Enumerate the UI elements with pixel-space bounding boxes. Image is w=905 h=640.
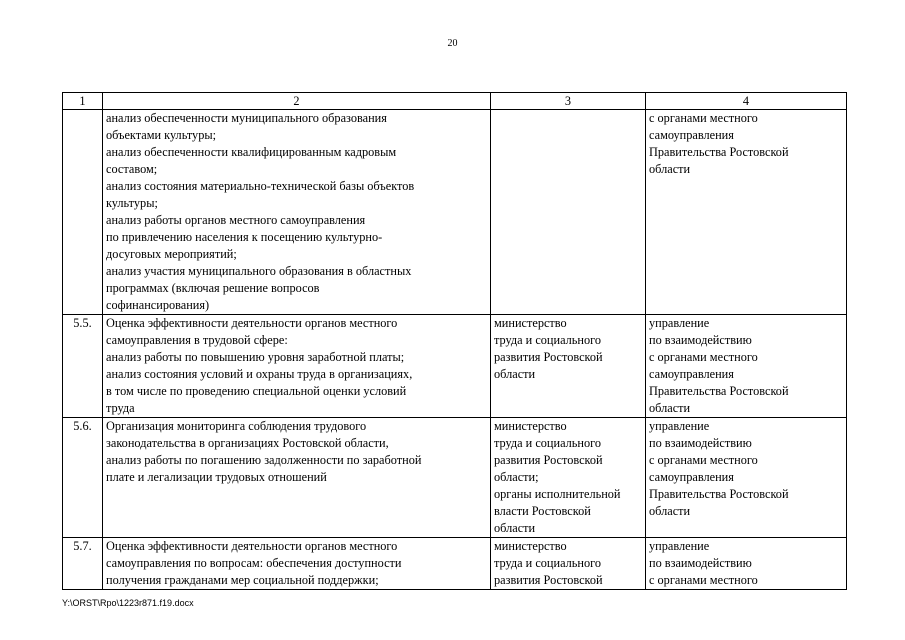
text-line: Оценка эффективности деятельности органов местного <box>106 539 398 553</box>
text-line: Правительства Ростовской <box>649 487 789 501</box>
column-header-4: 4 <box>646 93 847 110</box>
text-line: органы исполнительной <box>494 487 621 501</box>
text-line: анализ работы органов местного самоуправления <box>106 213 366 227</box>
column-header-1: 1 <box>63 93 103 110</box>
text-line: самоуправления в трудовой сфере: <box>106 333 288 347</box>
text-line: с органами местного <box>649 350 758 364</box>
text-line: анализ участия муниципального образования в областных <box>106 264 412 278</box>
text-line: Правительства Ростовской <box>649 384 789 398</box>
text-line: области <box>649 162 691 176</box>
plan-table <box>62 92 847 590</box>
column-header-3: 3 <box>491 93 646 110</box>
text-line: с органами местного <box>649 453 758 467</box>
row-description <box>103 315 491 418</box>
text-line: труда и социального <box>494 556 602 570</box>
table-header-row <box>63 93 847 110</box>
text-line: плате и легализации трудовых отношений <box>106 470 327 484</box>
row-coexecutor <box>646 110 847 315</box>
row-coexecutor <box>646 418 847 538</box>
text-line: по взаимодействию <box>649 333 752 347</box>
text-line: Оценка эффективности деятельности органов местного <box>106 316 398 330</box>
text-line: области <box>494 367 536 381</box>
text-line: министерство <box>494 419 567 433</box>
text-line: получения гражданами мер социальной поддержки; <box>106 573 379 587</box>
text-line: по взаимодействию <box>649 436 752 450</box>
text-line: анализ состояния материально-технической базы объектов <box>106 179 415 193</box>
row-coexecutor <box>646 538 847 590</box>
row-executor <box>491 538 646 590</box>
text-line: труда и социального <box>494 436 602 450</box>
row-number <box>63 110 103 315</box>
text-line: области <box>649 401 691 415</box>
row-description <box>103 110 491 315</box>
text-line: досуговых мероприятий; <box>106 247 237 261</box>
text-line: труда и социального <box>494 333 602 347</box>
text-line: министерство <box>494 539 567 553</box>
row-description <box>103 418 491 538</box>
table-row <box>63 110 847 315</box>
column-header-2: 2 <box>103 93 491 110</box>
text-line: софинансирования) <box>106 298 210 312</box>
text-line: анализ обеспеченности муниципального образования <box>106 111 387 125</box>
text-line: по взаимодействию <box>649 556 752 570</box>
table-row <box>63 538 847 590</box>
file-path-footer: Y:\ORST\Rpo\1223r871.f19.docx <box>62 598 194 608</box>
text-line: анализ обеспеченности квалифицированным кадровым <box>106 145 397 159</box>
table-row <box>63 315 847 418</box>
text-line: самоуправления <box>649 470 734 484</box>
text-line: анализ работы по погашению задолженности по заработной <box>106 453 422 467</box>
text-line: самоуправления <box>649 128 734 142</box>
text-line: по привлечению населения к посещению культурно- <box>106 230 383 244</box>
text-line: анализ состояния условий и охраны труда в организациях, <box>106 367 413 381</box>
text-line: управление <box>649 316 710 330</box>
table-row <box>63 418 847 538</box>
text-line: в том числе по проведению специальной оценки условий <box>106 384 407 398</box>
text-line: области; <box>494 470 539 484</box>
text-line: анализ работы по повышению уровня заработной платы; <box>106 350 405 364</box>
text-line: культуры; <box>106 196 158 210</box>
row-number: 5.6. <box>63 418 103 538</box>
text-line: составом; <box>106 162 158 176</box>
row-executor <box>491 315 646 418</box>
row-number: 5.7. <box>63 538 103 590</box>
text-line: развития Ростовской <box>494 573 603 587</box>
text-line: объектами культуры; <box>106 128 217 142</box>
text-line: развития Ростовской <box>494 453 603 467</box>
text-line: самоуправления по вопросам: обеспечения доступности <box>106 556 402 570</box>
text-line: труда <box>106 401 135 415</box>
row-executor <box>491 418 646 538</box>
text-line: с органами местного <box>649 111 758 125</box>
text-line: области <box>649 504 691 518</box>
text-line: области <box>494 521 536 535</box>
text-line: власти Ростовской <box>494 504 591 518</box>
text-line: министерство <box>494 316 567 330</box>
text-line: самоуправления <box>649 367 734 381</box>
row-executor <box>491 110 646 315</box>
text-line: Правительства Ростовской <box>649 145 789 159</box>
text-line: управление <box>649 539 710 553</box>
page-number: 20 <box>447 38 458 49</box>
row-number: 5.5. <box>63 315 103 418</box>
row-description <box>103 538 491 590</box>
text-line: программах (включая решение вопросов <box>106 281 320 295</box>
text-line: Организация мониторинга соблюдения трудового <box>106 419 367 433</box>
row-coexecutor <box>646 315 847 418</box>
text-line: законодательства в организациях Ростовской области, <box>106 436 389 450</box>
text-line: с органами местного <box>649 573 758 587</box>
text-line: управление <box>649 419 710 433</box>
text-line: развития Ростовской <box>494 350 603 364</box>
